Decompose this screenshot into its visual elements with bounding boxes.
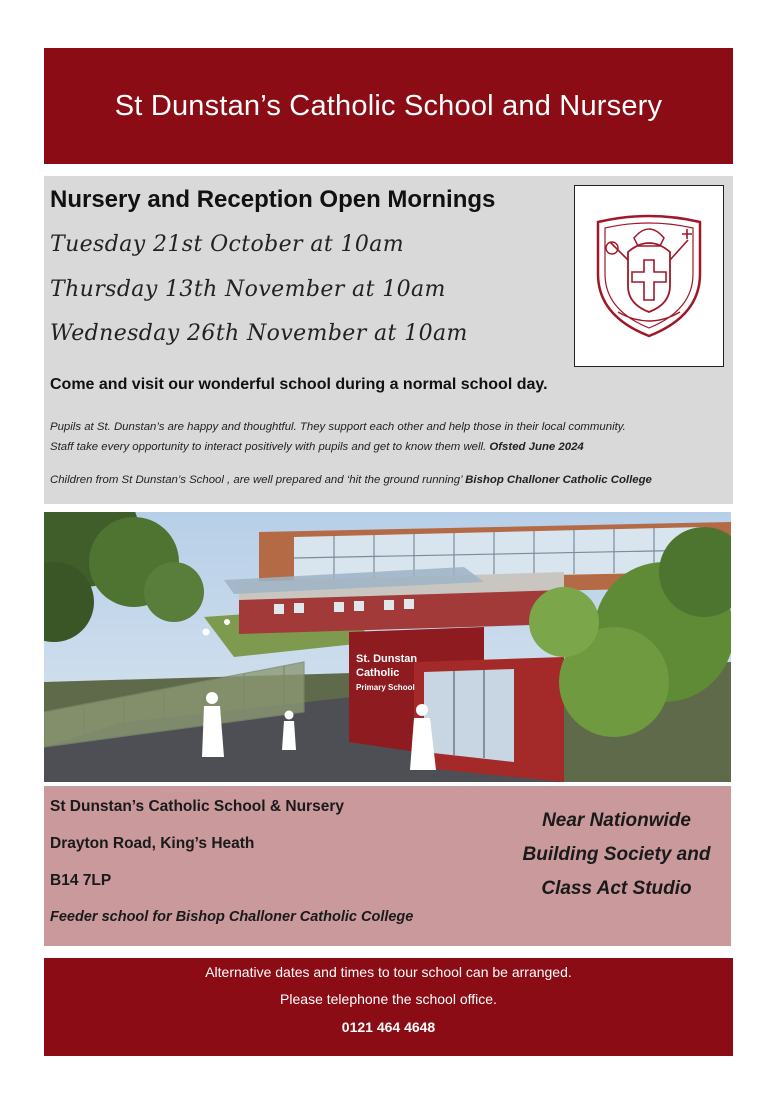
sign-line-1: St. Dunstan <box>356 653 418 665</box>
sign-line-3: Primary School <box>356 683 415 692</box>
date-2: Thursday 13th November at 10am <box>50 277 446 302</box>
college-quote-text: Children from St Dunstan’s School , are well prepared and ‘hit the ground running’ <box>50 474 462 486</box>
feeder-school: Feeder school for Bishop Challoner Catholic College <box>50 909 414 925</box>
school-crest <box>574 185 724 367</box>
date-3: Wednesday 26th November at 10am <box>50 321 468 346</box>
school-title: St Dunstan’s Catholic School and Nursery <box>114 89 663 122</box>
school-name: St Dunstan’s Catholic School & Nursery <box>50 798 344 815</box>
visit-invitation: Come and visit our wonderful school during a normal school day. <box>50 376 548 393</box>
open-mornings-heading: Nursery and Reception Open Mornings <box>50 186 496 213</box>
location-hint <box>509 804 724 906</box>
address-panel <box>44 786 731 946</box>
near-line-3: Class Act Studio <box>541 878 692 899</box>
ofsted-quote <box>50 417 734 457</box>
school-render-image <box>44 512 731 782</box>
street-address: Drayton Road, King’s Heath <box>50 835 255 852</box>
near-line-1: Near Nationwide <box>542 810 691 831</box>
postcode: B14 7LP <box>50 872 112 889</box>
footer-line-1: Alternative dates and times to tour school can be arranged. <box>205 964 572 980</box>
header-banner <box>44 48 733 164</box>
ofsted-quote-line2: Staff take every opportunity to interact positively with pupils and get to know them well. <box>50 441 487 453</box>
date-1: Tuesday 21st October at 10am <box>50 232 405 257</box>
near-line-2: Building Society and <box>522 844 711 865</box>
sign-line-2: Catholic <box>356 667 400 679</box>
footer-banner <box>44 958 733 1056</box>
phone-number[interactable]: 0121 464 4648 <box>341 1019 436 1035</box>
footer-line-2: Please telephone the school office. <box>280 991 497 1007</box>
open-mornings-panel <box>44 176 733 504</box>
ofsted-quote-line1: Pupils at St. Dunstan’s are happy and thoughtful. They support each other and help those in their local community. <box>50 421 626 433</box>
ofsted-source: Ofsted June 2024 <box>489 441 584 453</box>
school-building-render <box>44 512 731 782</box>
crest-icon <box>590 212 708 340</box>
college-source: Bishop Challoner Catholic College <box>465 474 652 486</box>
college-quote <box>50 470 734 490</box>
